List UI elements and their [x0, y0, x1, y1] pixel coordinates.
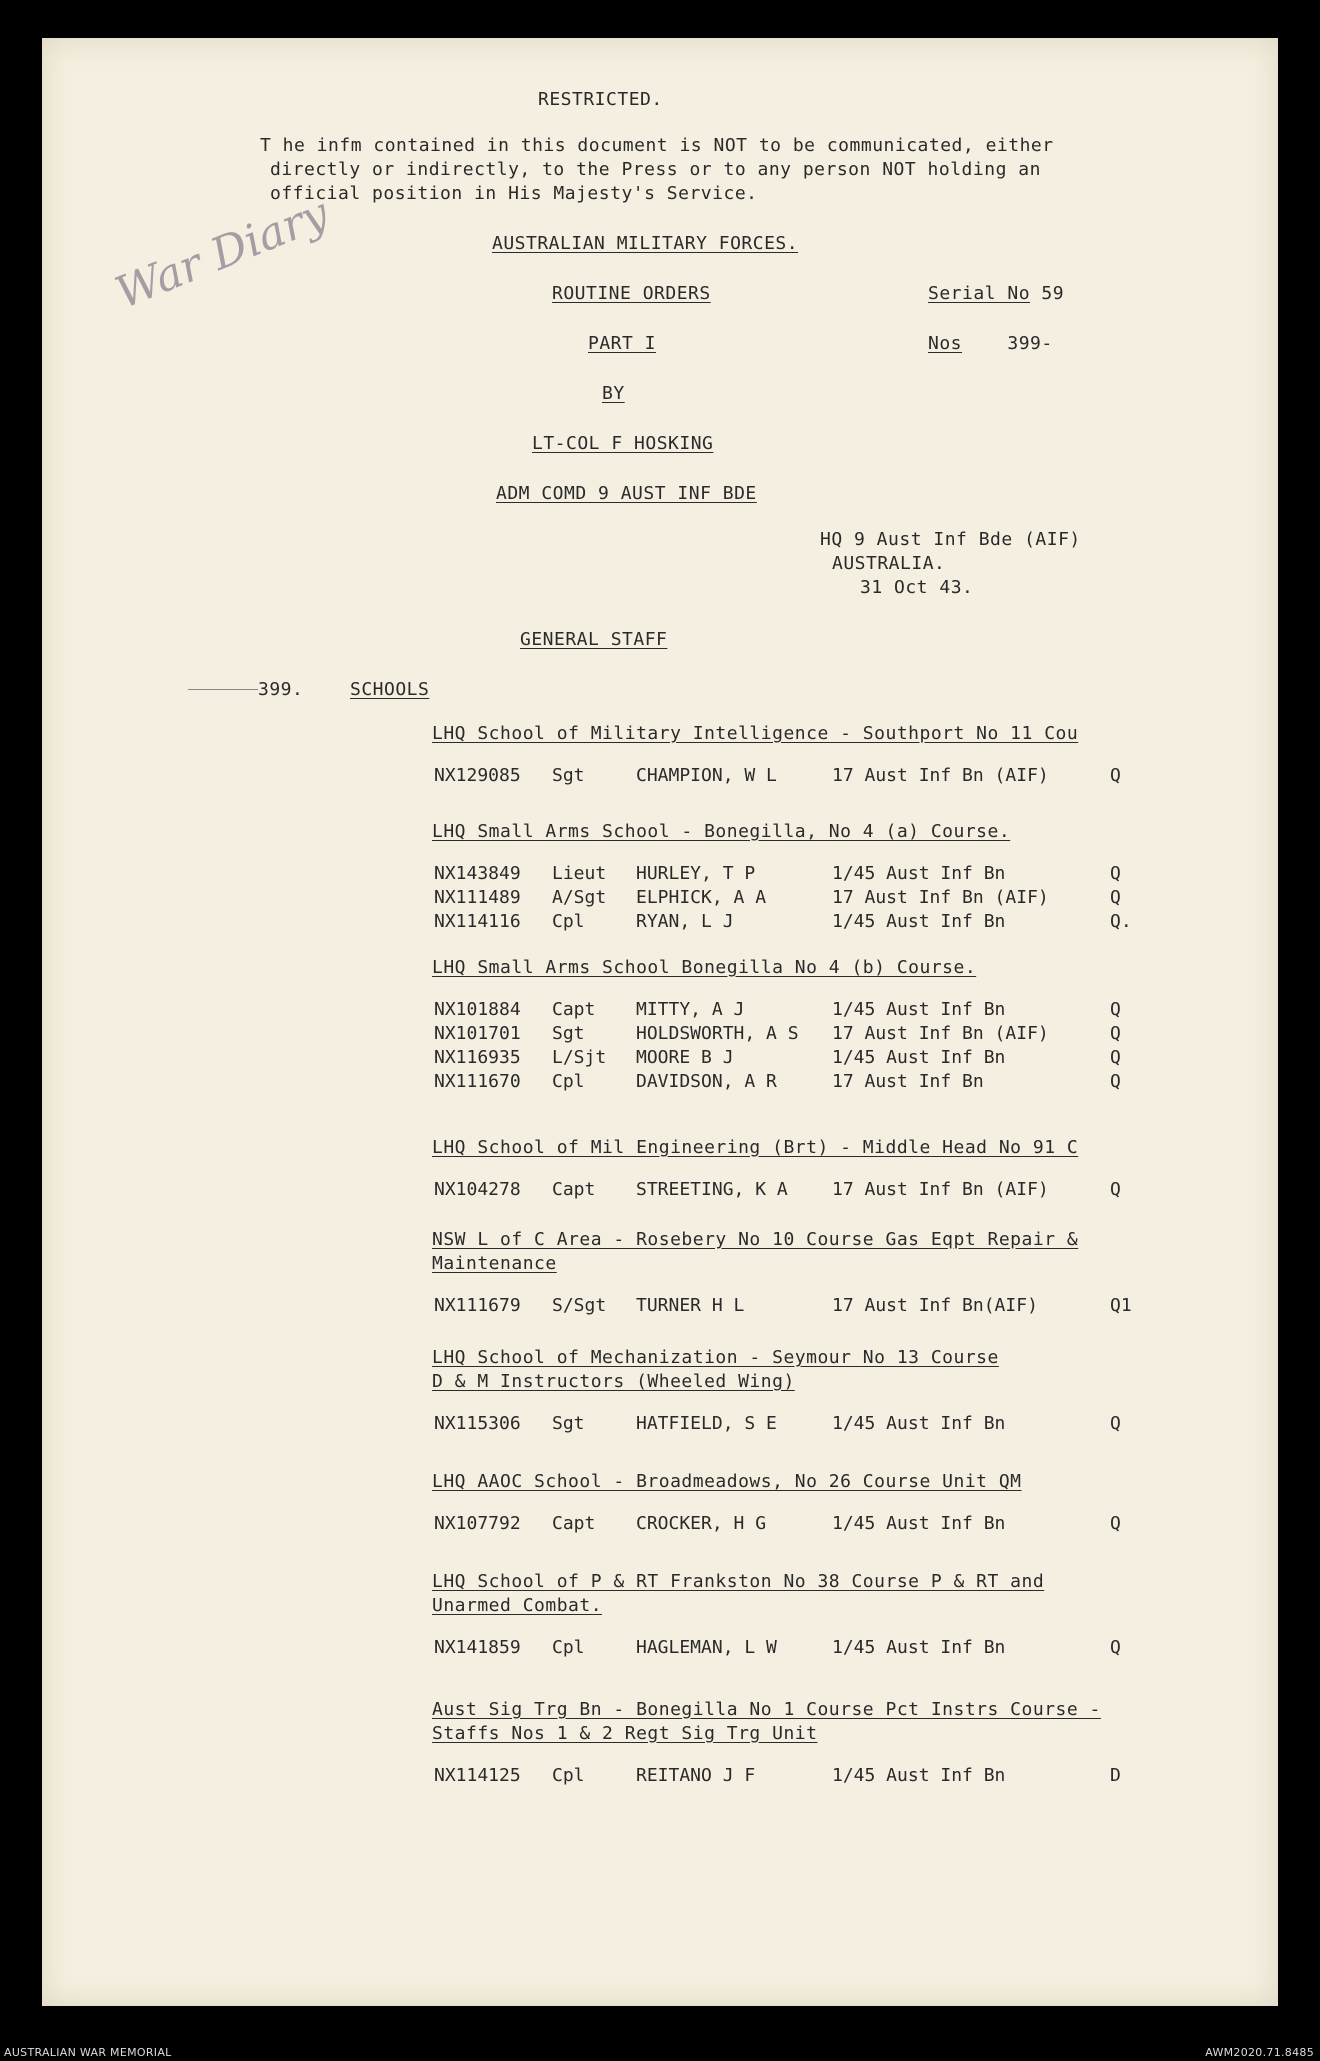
soldier-name: RYAN, L J — [636, 911, 734, 932]
address-line-2: AUSTRALIA. — [832, 553, 946, 574]
soldier-name: HAGLEMAN, L W — [636, 1637, 777, 1658]
service-number: NX111670 — [434, 1071, 521, 1092]
command-title: ADM COMD 9 AUST INF BDE — [496, 483, 757, 504]
personnel-list — [434, 998, 1150, 1094]
course-title: Staffs Nos 1 & 2 Regt Sig Trg Unit — [432, 1723, 818, 1744]
soldier-name: MITTY, A J — [636, 999, 745, 1020]
personnel-list — [434, 1764, 1150, 1788]
serial-label: Serial No — [928, 283, 1031, 304]
soldier-name: CROCKER, H G — [636, 1513, 767, 1534]
address-line-1: HQ 9 Aust Inf Bde (AIF) — [820, 529, 1081, 550]
service-number: NX111489 — [434, 887, 521, 908]
service-number: NX107792 — [434, 1513, 521, 1534]
handwritten-note: War Diary — [108, 187, 336, 320]
soldier-name: HATFIELD, S E — [636, 1413, 777, 1434]
unit: 1/45 Aust Inf Bn — [832, 999, 1006, 1020]
course-title: LHQ Small Arms School - Bonegilla, No 4 (a) Course. — [432, 821, 1011, 842]
personnel-row — [434, 998, 1150, 1022]
rank: Lieut — [552, 863, 607, 884]
course-title: NSW L of C Area - Rosebery No 10 Course Gas Eqpt Repair & — [432, 1229, 1079, 1250]
soldier-name: DAVIDSON, A R — [636, 1071, 777, 1092]
rank: S/Sgt — [552, 1295, 607, 1316]
soldier-name: ELPHICK, A A — [636, 887, 767, 908]
item-number: 399. — [258, 679, 304, 700]
service-number: NX141859 — [434, 1637, 521, 1658]
personnel-list — [434, 1512, 1150, 1536]
notice-line-1: T he infm contained in this document is NOT to be communicated, either — [260, 135, 1054, 156]
order-numbers — [928, 332, 1053, 356]
unit: 1/45 Aust Inf Bn — [832, 1765, 1006, 1786]
unit: 17 Aust Inf Bn — [832, 1071, 984, 1092]
unit: 1/45 Aust Inf Bn — [832, 863, 1006, 884]
rank: A/Sgt — [552, 887, 607, 908]
course-title: Aust Sig Trg Bn - Bonegilla No 1 Course Pct Instrs Course - — [432, 1699, 1101, 1720]
soldier-name: CHAMPION, W L — [636, 765, 777, 786]
status-code: Q — [1110, 765, 1121, 786]
status-code: Q — [1110, 1513, 1121, 1534]
serial-number — [928, 282, 1064, 306]
personnel-row — [434, 764, 1150, 788]
personnel-row — [434, 1046, 1150, 1070]
rank: Capt — [552, 1179, 596, 1200]
personnel-list — [434, 1636, 1150, 1660]
by-label: BY — [602, 383, 625, 404]
course-title: Unarmed Combat. — [432, 1595, 603, 1616]
soldier-name: STREETING, K A — [636, 1179, 788, 1200]
section-heading: GENERAL STAFF — [520, 629, 668, 650]
status-code: D — [1110, 1765, 1121, 1786]
personnel-list — [434, 862, 1150, 934]
soldier-name: REITANO J F — [636, 1765, 756, 1786]
course-title: Maintenance — [432, 1253, 557, 1274]
service-number: NX111679 — [434, 1295, 521, 1316]
personnel-list — [434, 1412, 1150, 1436]
service-number: NX114116 — [434, 911, 521, 932]
status-code: Q — [1110, 1071, 1121, 1092]
force-title: AUSTRALIAN MILITARY FORCES. — [492, 233, 799, 254]
unit: 1/45 Aust Inf Bn — [832, 1413, 1006, 1434]
status-code: Q — [1110, 999, 1121, 1020]
rank: L/Sjt — [552, 1047, 607, 1068]
personnel-row — [434, 1070, 1150, 1094]
unit: 17 Aust Inf Bn (AIF) — [832, 887, 1049, 908]
margin-dash — [188, 689, 258, 690]
course-title: LHQ School of P & RT Frankston No 38 Course P & RT and — [432, 1571, 1045, 1592]
status-code: Q1 — [1110, 1295, 1132, 1316]
restricted-heading: RESTRICTED. — [538, 89, 663, 110]
status-code: Q — [1110, 1023, 1121, 1044]
course-title: LHQ School of Military Intelligence - Southport No 11 Cou — [432, 723, 1079, 744]
unit: 17 Aust Inf Bn (AIF) — [832, 1179, 1049, 1200]
address-date: 31 Oct 43. — [860, 577, 974, 598]
soldier-name: HOLDSWORTH, A S — [636, 1023, 799, 1044]
personnel-row — [434, 910, 1150, 934]
personnel-row — [434, 886, 1150, 910]
status-code: Q — [1110, 1413, 1121, 1434]
unit: 1/45 Aust Inf Bn — [832, 1047, 1006, 1068]
document-page — [42, 38, 1278, 2006]
personnel-list — [434, 1294, 1150, 1318]
notice-line-3: official position in His Majesty's Service. — [270, 183, 758, 204]
footer-left: AUSTRALIAN WAR MEMORIAL — [4, 2046, 172, 2059]
routine-orders-title: ROUTINE ORDERS — [552, 283, 711, 304]
rank: Cpl — [552, 1765, 585, 1786]
unit: 1/45 Aust Inf Bn — [832, 1637, 1006, 1658]
footer-right: AWM2020.71.8485 — [1205, 2046, 1314, 2059]
rank: Cpl — [552, 1637, 585, 1658]
nos-value: 399- — [1007, 333, 1053, 354]
personnel-list — [434, 764, 1150, 788]
notice-line-2: directly or indirectly, to the Press or to any person NOT holding an — [270, 159, 1041, 180]
service-number: NX101701 — [434, 1023, 521, 1044]
rank: Cpl — [552, 1071, 585, 1092]
personnel-row — [434, 1512, 1150, 1536]
service-number: NX114125 — [434, 1765, 521, 1786]
status-code: Q — [1110, 1637, 1121, 1658]
personnel-row — [434, 1178, 1150, 1202]
rank: Capt — [552, 1513, 596, 1534]
soldier-name: HURLEY, T P — [636, 863, 756, 884]
status-code: Q. — [1110, 911, 1132, 932]
personnel-list — [434, 1178, 1150, 1202]
course-title: LHQ Small Arms School Bonegilla No 4 (b) Course. — [432, 957, 977, 978]
personnel-row — [434, 1022, 1150, 1046]
personnel-row — [434, 1636, 1150, 1660]
soldier-name: TURNER H L — [636, 1295, 745, 1316]
unit: 17 Aust Inf Bn (AIF) — [832, 765, 1049, 786]
personnel-row — [434, 862, 1150, 886]
officer-name: LT-COL F HOSKING — [532, 433, 714, 454]
service-number: NX101884 — [434, 999, 521, 1020]
rank: Sgt — [552, 1023, 585, 1044]
part-title: PART I — [588, 333, 657, 354]
serial-value: 59 — [1041, 283, 1065, 304]
rank: Sgt — [552, 1413, 585, 1434]
course-title: LHQ School of Mil Engineering (Brt) - Middle Head No 91 C — [432, 1137, 1079, 1158]
status-code: Q — [1110, 887, 1121, 908]
status-code: Q — [1110, 863, 1121, 884]
course-title: LHQ School of Mechanization - Seymour No 13 Course — [432, 1347, 999, 1368]
service-number: NX143849 — [434, 863, 521, 884]
personnel-row — [434, 1412, 1150, 1436]
unit: 17 Aust Inf Bn (AIF) — [832, 1023, 1049, 1044]
service-number: NX116935 — [434, 1047, 521, 1068]
status-code: Q — [1110, 1047, 1121, 1068]
item-title: SCHOOLS — [350, 679, 430, 700]
course-title: LHQ AAOC School - Broadmeadows, No 26 Course Unit QM — [432, 1471, 1022, 1492]
personnel-row — [434, 1764, 1150, 1788]
personnel-row — [434, 1294, 1150, 1318]
nos-label: Nos — [928, 333, 963, 354]
soldier-name: MOORE B J — [636, 1047, 734, 1068]
rank: Cpl — [552, 911, 585, 932]
course-title: D & M Instructors (Wheeled Wing) — [432, 1371, 795, 1392]
service-number: NX104278 — [434, 1179, 521, 1200]
service-number: NX129085 — [434, 765, 521, 786]
rank: Sgt — [552, 765, 585, 786]
unit: 17 Aust Inf Bn(AIF) — [832, 1295, 1038, 1316]
service-number: NX115306 — [434, 1413, 521, 1434]
unit: 1/45 Aust Inf Bn — [832, 1513, 1006, 1534]
rank: Capt — [552, 999, 596, 1020]
status-code: Q — [1110, 1179, 1121, 1200]
unit: 1/45 Aust Inf Bn — [832, 911, 1006, 932]
